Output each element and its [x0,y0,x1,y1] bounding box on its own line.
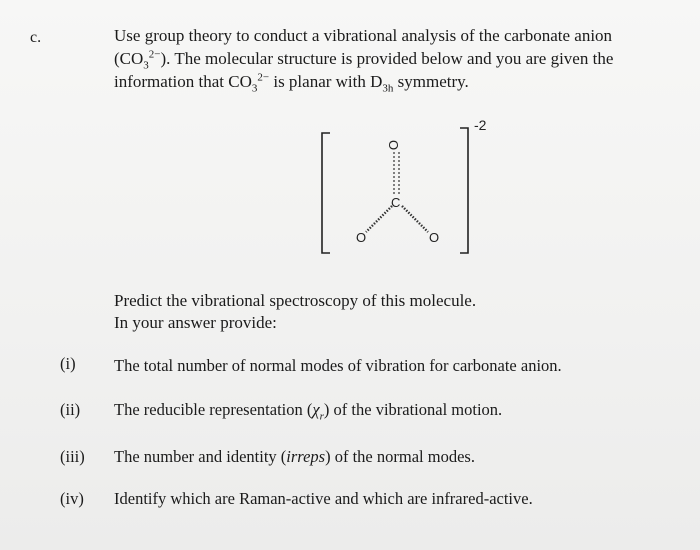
question-text-part: The reducible representation ( [114,400,313,419]
question-text-part: ) of the normal modes. [325,447,475,466]
question-text: The total number of normal modes of vibration for carbonate anion. [114,356,562,375]
carbonate-structure-diagram [300,118,500,258]
right-bracket [460,128,468,253]
atom-oxygen-left: O [356,230,367,245]
predict-line-1: Predict the vibrational spectroscopy of this molecule. [114,291,477,310]
charge-label: -2 [474,118,487,133]
question-number: (ii) [60,400,81,419]
question-text: Identify which are Raman-active and which are infrared-active. [114,489,533,508]
intro-text: (CO [114,49,144,68]
question-number: (i) [60,354,76,373]
question-text-part: ) of the vibrational motion. [323,400,503,419]
atom-oxygen-right: O [429,230,440,245]
intro-text: information that CO [114,72,252,91]
chi-symbol: χ [312,400,320,419]
intro-subscript: 3 [143,59,149,72]
question-text [114,400,503,423]
intro-line-2 [114,48,614,72]
irreps-emphasis: irreps [286,447,326,466]
single-bond-right [402,206,428,232]
point-group-subscript: 3h [382,82,394,95]
question-text-part: The number and identity ( [114,447,287,466]
atom-carbon: C [391,195,401,210]
intro-text: ). The molecular structure is provided below and you are given the [160,49,614,68]
atom-oxygen-top: O [386,140,401,151]
part-label: c. [30,29,42,46]
intro-line-1-text: Use group theory to conduct a vibrational analysis of the carbonate anion [114,26,613,45]
intro-superscript: 2− [148,48,161,61]
chi-subscript: r [319,410,324,423]
intro-line-3 [114,71,469,95]
intro-line-1 [114,25,612,46]
left-bracket [322,133,330,253]
predict-line-2: In your answer provide: [114,313,277,332]
intro-text: symmetry. [393,72,469,91]
question-number: (iv) [60,489,84,508]
question-text [114,447,475,467]
intro-subscript: 3 [251,82,258,95]
single-bond-left [366,206,392,232]
intro-text: is planar with D [269,72,383,91]
question-number: (iii) [60,447,85,466]
intro-superscript: 2− [257,71,270,84]
